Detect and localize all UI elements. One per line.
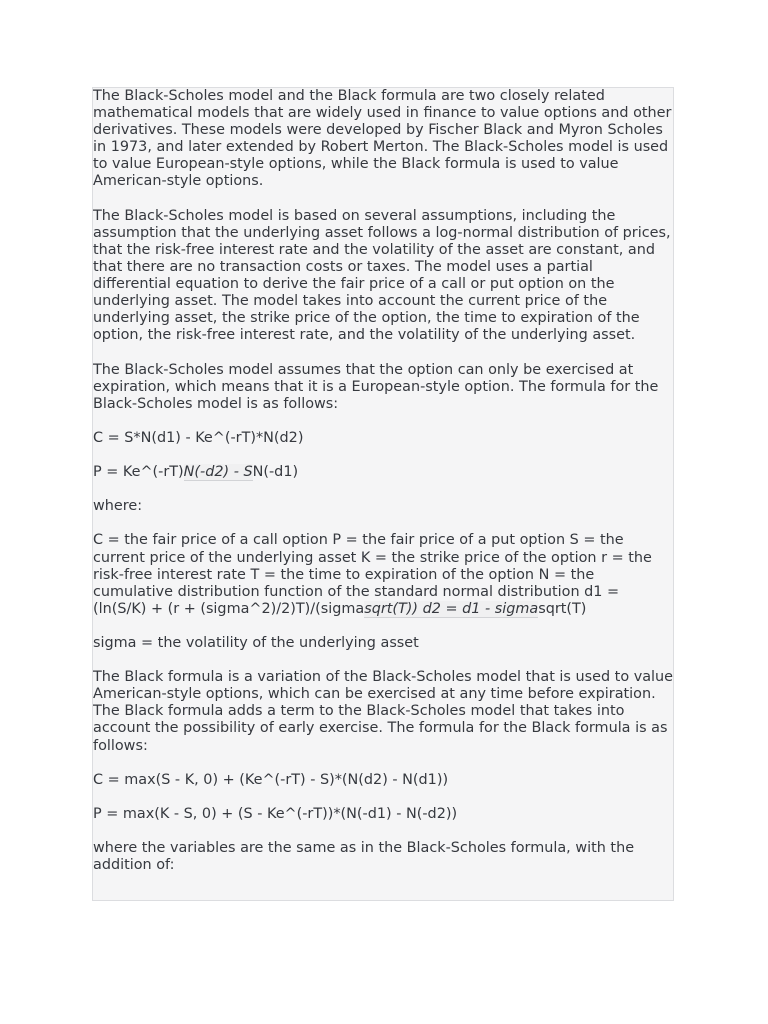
definitions-part1: C = the fair price of a call option P = the fair price of a put option S = the current price of the underlying asset K = the strike price of the option r = the risk-free interest rate T = the time to expiration of the option N = the cumulative distribution function of the standard normal distribution d1 = (ln(S/K) + (r + (sigma^2)/2)T)/(sigma (93, 532, 652, 617)
formula-call: C = S*N(d1) - Ke^(-rT)*N(d2) (93, 429, 304, 446)
formula-black-call: C = max(S - K, 0) + (Ke^(-rT) - S)*(N(d2) - N(d1)) (93, 771, 449, 788)
sigma-definition: sigma = the volatility of the underlying asset (93, 635, 419, 651)
definitions-italic: sqrt(T)) d2 = d1 - sigma (364, 600, 539, 617)
paragraph-european: The Black-Scholes model assumes that the option can only be exercised at expiration, which means that it is a European-style option. The formula for the Black-Scholes model is as follows: (93, 361, 659, 412)
paragraph-assumptions: The Black-Scholes model is based on several assumptions, including the assumption that the underlying asset follows a log-normal distribution of prices, that the risk-free interest rate and the volatility of the asset are constant, and that there are no transaction costs or taxes. The model uses a partial differential equation to derive the fair price of a call or put option on the underlying asset. The model takes into account the current price of the underlying asset, the strike price of the option, the time to expiration of the option, the risk-free interest rate, and the volatility of the underlying asset. (93, 207, 671, 344)
document-body (93, 88, 673, 874)
formula-black-put: P = max(K - S, 0) + (S - Ke^(-rT))*(N(-d1) - N(-d2)) (93, 805, 458, 822)
paragraph-intro: The Black-Scholes model and the Black formula are two closely related mathematical models that are widely used in finance to value options and other derivatives. These models were developed by Fischer Black and Myron Scholes in 1973, and later extended by Robert Merton. The Black-Scholes model is used to value European-style options, while the Black formula is used to value American-style options. (93, 88, 672, 190)
definitions-part2: sqrt(T) (538, 600, 587, 617)
document-panel (92, 87, 674, 901)
paragraph-black-formula: The Black formula is a variation of the Black-Scholes model that is used to value American-style options, which can be exercised at any time before expiration. The Black formula adds a term to the Black-Scholes model that takes into account the possibility of early exercise. The formula for the Black formula is as follows: (93, 669, 674, 754)
formula-put-italic: N(-d2) - S (183, 464, 253, 481)
variable-definitions (93, 532, 673, 617)
formula-put-part2: N(-d1) (252, 464, 299, 481)
formula-put (93, 464, 673, 481)
paragraph-closing: where the variables are the same as in the Black-Scholes formula, with the addition of: (93, 840, 635, 874)
formula-put-part1: P = Ke^(-rT) (93, 464, 184, 481)
where-label: where: (93, 498, 143, 515)
